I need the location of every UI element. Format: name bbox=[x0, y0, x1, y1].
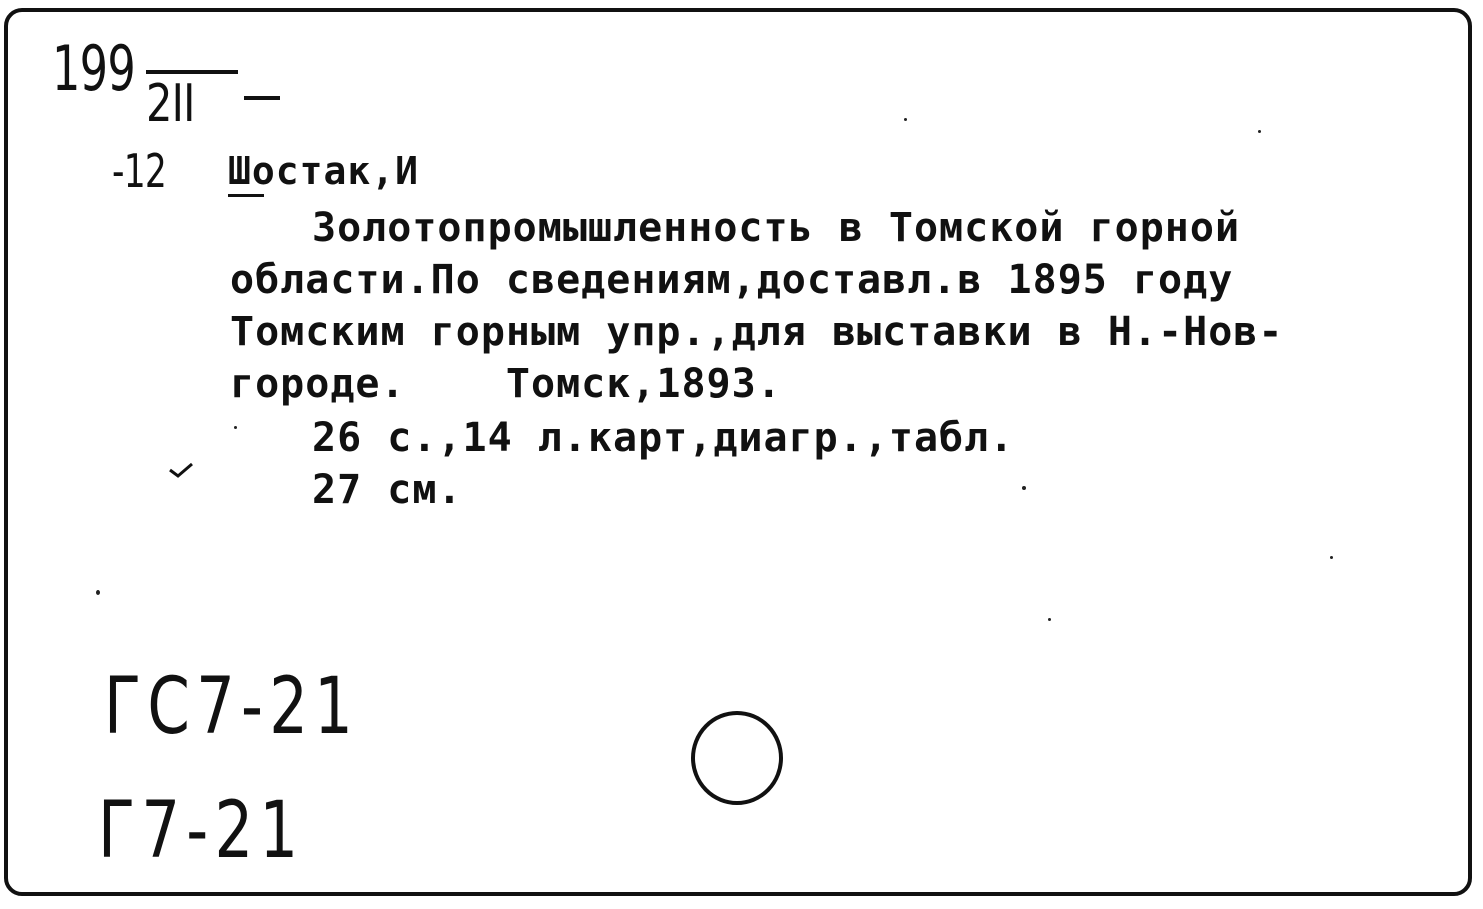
size-line: 27 см. bbox=[312, 467, 463, 513]
shelf-mark-sub: 2ІІ bbox=[146, 74, 195, 134]
location-code-2: Г7-21 bbox=[98, 786, 305, 876]
title-line-1: Золотопромышленность в Томской горной bbox=[312, 205, 1241, 251]
scan-speck bbox=[96, 590, 100, 595]
check-mark-icon bbox=[168, 462, 194, 482]
title-line-2: области.По сведениям,доставл.в 1895 году bbox=[230, 257, 1234, 303]
scan-speck bbox=[234, 426, 237, 429]
scan-speck bbox=[1048, 618, 1051, 621]
author-underline bbox=[228, 194, 264, 197]
card-edge-notch bbox=[1230, 12, 1300, 26]
scan-speck bbox=[1022, 486, 1026, 490]
punch-hole-icon bbox=[690, 706, 790, 806]
title-line-3: Томским горным упр.,для выставки в Н.-Нов- bbox=[230, 309, 1284, 355]
scan-speck bbox=[1330, 556, 1333, 559]
shelf-mark: 199 bbox=[52, 32, 136, 105]
shelf-mark-dash bbox=[244, 96, 280, 100]
collation-line: 26 с.,14 л.карт,диагр.,табл. bbox=[312, 415, 1015, 461]
scan-speck bbox=[904, 118, 907, 121]
author-heading: Шостак,И bbox=[228, 149, 420, 193]
title-line-4: городе. Томск,1893. bbox=[230, 361, 782, 407]
shelf-mark-continuation: -12 bbox=[112, 144, 167, 198]
scan-speck bbox=[1258, 130, 1261, 133]
location-code-1: ГС7-21 bbox=[104, 662, 360, 752]
